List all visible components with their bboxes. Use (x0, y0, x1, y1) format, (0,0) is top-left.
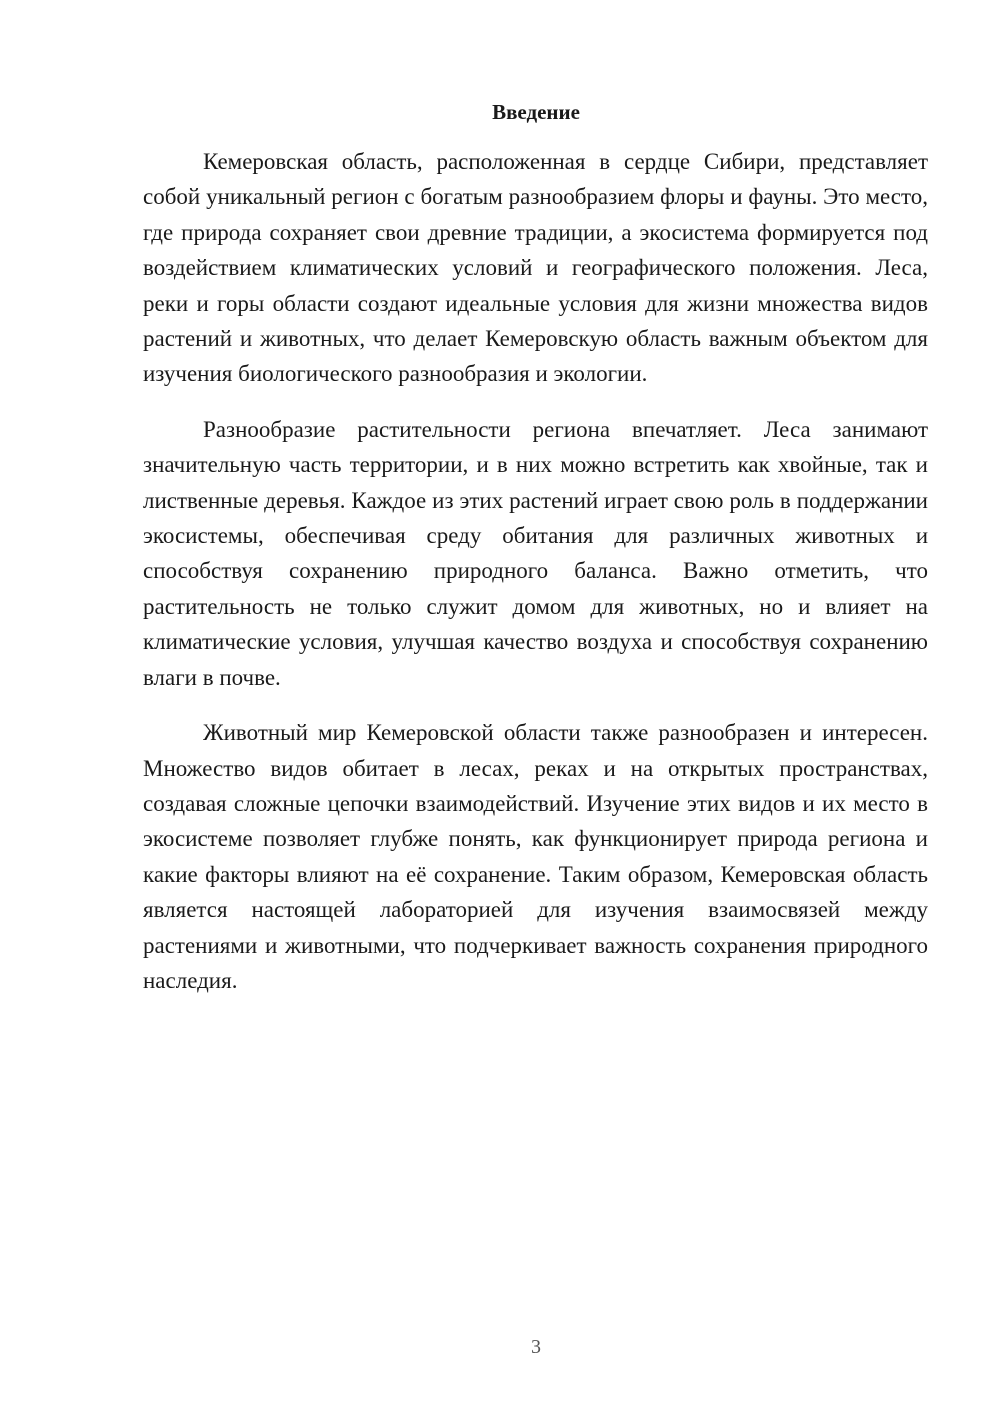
paragraph-intro: Кемеровская область, расположенная в сердце Сибири, представляет собой уникальный регион с богатым разнообразием флоры и фауны. Это место, где природа сохраняет свои древние традиции, а экосистема формируется под воздействием климатических условий и географического положения. Леса, реки и горы области создают идеальные условия для жизни множества видов растений и животных, что делает Кемеровскую область важным объектом для изучения биологического разнообразия и экологии. (143, 149, 928, 387)
section-title: Введение (492, 100, 580, 124)
page-number: 3 (531, 1336, 541, 1358)
paragraph-flora: Разнообразие растительности региона впечатляет. Леса занимают значительную часть территории, и в них можно встретить как хвойные, так и лиственные деревья. Каждое из этих растений играет свою роль в поддержании экосистемы, обеспечивая среду обитания для различных животных и способствуя сохранению природного баланса. Важно отметить, что растительность не только служит домом для животных, но и влияет на климатические условия, улучшая качество воздуха и способствуя сохранению влаги в почве. (143, 416, 928, 690)
body-text (143, 144, 928, 1018)
paragraph-fauna: Животный мир Кемеровской области также разнообразен и интересен. Множество видов обитает в лесах, реках и на открытых пространствах, создавая сложные цепочки взаимодействий. Изучение этих видов и их место в экосистеме позволяет глубже понять, как функционирует природа региона и какие факторы влияют на её сохранение. Таким образом, Кемеровская область является настоящей лабораторией для изучения взаимосвязей между растениями и животными, что подчеркивает важность сохранения природного наследия. (143, 720, 928, 993)
